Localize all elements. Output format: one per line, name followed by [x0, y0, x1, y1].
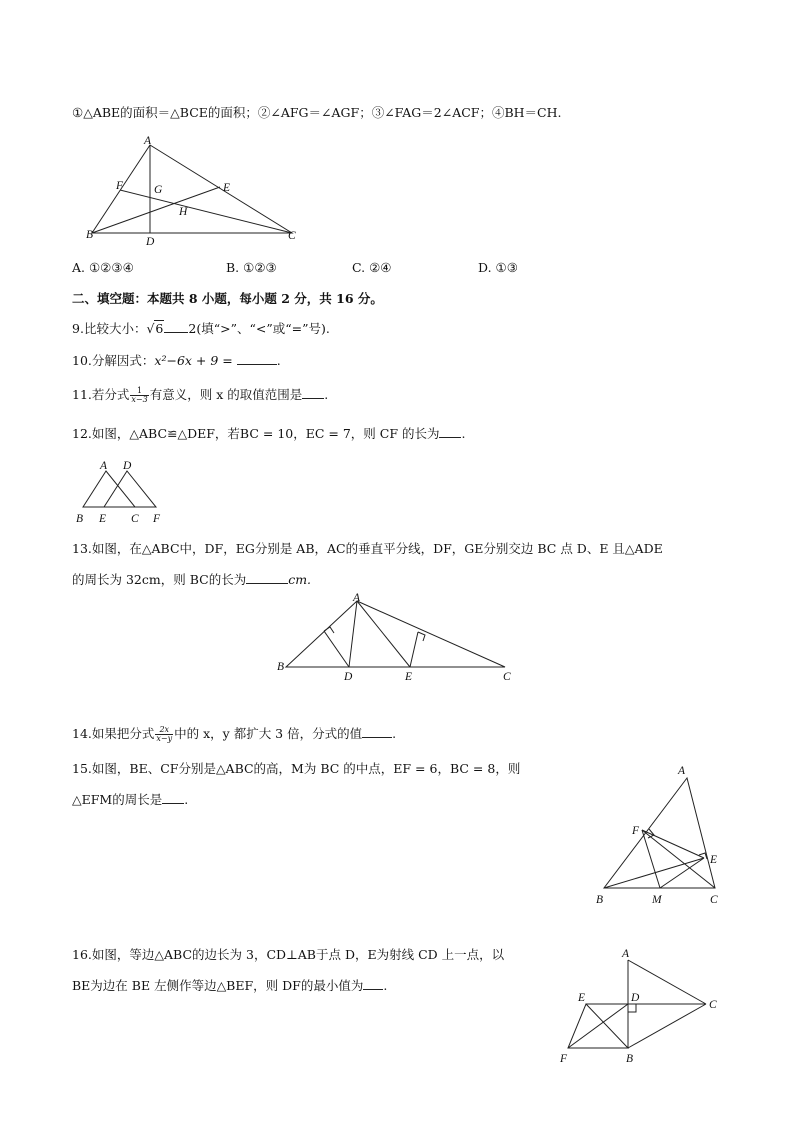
q13-answer-blank[interactable] [246, 571, 288, 584]
q11-suffix: 有意义，则 x 的取值范围是 [149, 387, 303, 402]
fig16-label-f: F [560, 1053, 568, 1065]
fig12-label-b: B [76, 513, 84, 525]
fig12-label-f: F [153, 513, 161, 525]
q11-prefix: 若分式 [91, 387, 130, 402]
q14-end: . [392, 726, 397, 741]
fig16-label-a: A [622, 948, 630, 960]
q10-end: . [276, 353, 281, 368]
q11-number: 11. [72, 387, 92, 402]
q11-answer-blank[interactable] [302, 386, 324, 399]
q15-line2 [72, 791, 188, 809]
q13-figure [272, 592, 532, 687]
q10 [72, 352, 281, 370]
section-heading: 二、填空题：本题共 8 小题，每小题 2 分，共 16 分。 [72, 291, 383, 306]
q9-answer-blank[interactable] [164, 320, 188, 333]
q16-text1: 如图，等边△ABC的边长为 3，CD⊥AB于点 D，E为射线 CD 上一点，以 [91, 947, 505, 962]
q9-prefix: 比较大小： [83, 321, 147, 336]
q9-suffix: 2(填“>”、“<”或“=”号). [188, 321, 330, 336]
fig13-label-b: B [277, 661, 285, 673]
q14-frac-den: x−y [156, 734, 173, 743]
fig15-label-b: B [596, 894, 604, 906]
fig13-label-c: C [503, 671, 511, 683]
q14-frac-num: 2x [155, 726, 173, 735]
q8-option-d[interactable]: D. ①③ [478, 260, 518, 275]
fig8-label-g: G [154, 184, 163, 196]
q15-text1: 如图，BE、CF分别是△ABC的高，M为 BC 的中点，EF = 6，BC = 8，则 [91, 761, 521, 776]
q11-fraction [130, 387, 148, 404]
q15-number: 15. [72, 761, 92, 776]
q14-answer-blank[interactable] [362, 725, 392, 738]
q13-text2: 的周长为 32cm，则 BC的长为 [72, 572, 247, 587]
q9-radicand: 6 [155, 321, 164, 336]
q16-number: 16. [72, 947, 92, 962]
q13-unit: cm. [288, 572, 312, 587]
q15-end: . [184, 792, 189, 807]
q16-end: . [383, 978, 388, 993]
fig16-label-e: E [578, 992, 586, 1004]
q14-fraction [155, 726, 173, 743]
fig8-label-f: F [116, 180, 124, 192]
q11-end: . [324, 387, 329, 402]
fig15-label-e: E [710, 854, 718, 866]
q14-suffix: 中的 x，y 都扩大 3 倍，分式的值 [174, 726, 363, 741]
fig15-label-a: A [678, 765, 686, 777]
q14 [72, 725, 396, 743]
sqrt-symbol: √6 [146, 321, 164, 336]
q16-answer-blank[interactable] [363, 977, 383, 990]
q12 [72, 425, 465, 443]
fig13-label-a: A [353, 592, 361, 604]
q12-answer-blank[interactable] [439, 425, 461, 438]
q15-answer-blank[interactable] [162, 791, 184, 804]
q11-frac-den: x−3 [131, 395, 148, 404]
q14-prefix: 如果把分式 [91, 726, 155, 741]
q15-text2: △EFM的周长是 [72, 792, 163, 807]
fig8-label-a: A [144, 135, 152, 147]
fig8-label-e: E [223, 182, 231, 194]
q8-figure [80, 135, 310, 250]
q16-line1 [72, 946, 504, 964]
q16-figure [556, 940, 726, 1070]
q13-line2 [72, 571, 311, 589]
q16-line2 [72, 977, 387, 995]
q16-text2: BE为边在 BE 左侧作等边△BEF，则 DF的最小值为 [72, 978, 364, 993]
fig8-label-h: H [179, 206, 188, 218]
fig16-label-d: D [631, 992, 640, 1004]
fig8-label-b: B [86, 229, 94, 241]
fig12-label-a: A [100, 460, 108, 472]
q12-text: 如图，△ABC≌△DEF，若BC = 10，EC = 7，则 CF 的长为 [91, 426, 440, 441]
q15-line1 [72, 760, 520, 778]
fig13-label-d: D [344, 671, 353, 683]
q13-number: 13. [72, 541, 92, 556]
q15-figure [592, 760, 732, 910]
q12-figure [76, 457, 176, 527]
q12-number: 12. [72, 426, 92, 441]
fig15-label-c: C [710, 894, 718, 906]
q13-text1: 如图，在△ABC中，DF，EG分别是 AB，AC的垂直平分线，DF，GE分别交边 BC 点 D、E 且△ADE [91, 541, 663, 556]
q9 [72, 320, 330, 338]
fig12-label-d: D [123, 460, 132, 472]
q9-number: 9. [72, 321, 84, 336]
q10-expression: x²−6x + 9 = [154, 353, 233, 368]
fig13-label-e: E [405, 671, 413, 683]
q13-line1 [72, 540, 663, 558]
q10-prefix: 分解因式： [91, 353, 155, 368]
q8-option-b[interactable]: B. ①②③ [226, 260, 277, 275]
q10-number: 10. [72, 353, 92, 368]
q8-option-a[interactable]: A. ①②③④ [72, 260, 134, 275]
q8-statements: ①△ABE的面积＝△BCE的面积；②∠AFG＝∠AGF；③∠FAG＝2∠ACF；④BH＝CH. [72, 105, 562, 120]
q8-option-c[interactable]: C. ②④ [352, 260, 392, 275]
fig15-label-f: F [632, 825, 640, 837]
q11-frac-num: 1 [130, 387, 148, 396]
q14-number: 14. [72, 726, 92, 741]
fig12-label-e: E [99, 513, 107, 525]
fig16-label-c: C [709, 999, 717, 1011]
fig16-label-b: B [626, 1053, 634, 1065]
q11 [72, 386, 328, 404]
fig12-label-c: C [131, 513, 139, 525]
fig8-label-c: C [288, 230, 296, 242]
q12-end: . [461, 426, 466, 441]
q10-answer-blank[interactable] [237, 352, 277, 365]
fig15-label-m: M [652, 894, 662, 906]
fig8-label-d: D [146, 236, 155, 248]
